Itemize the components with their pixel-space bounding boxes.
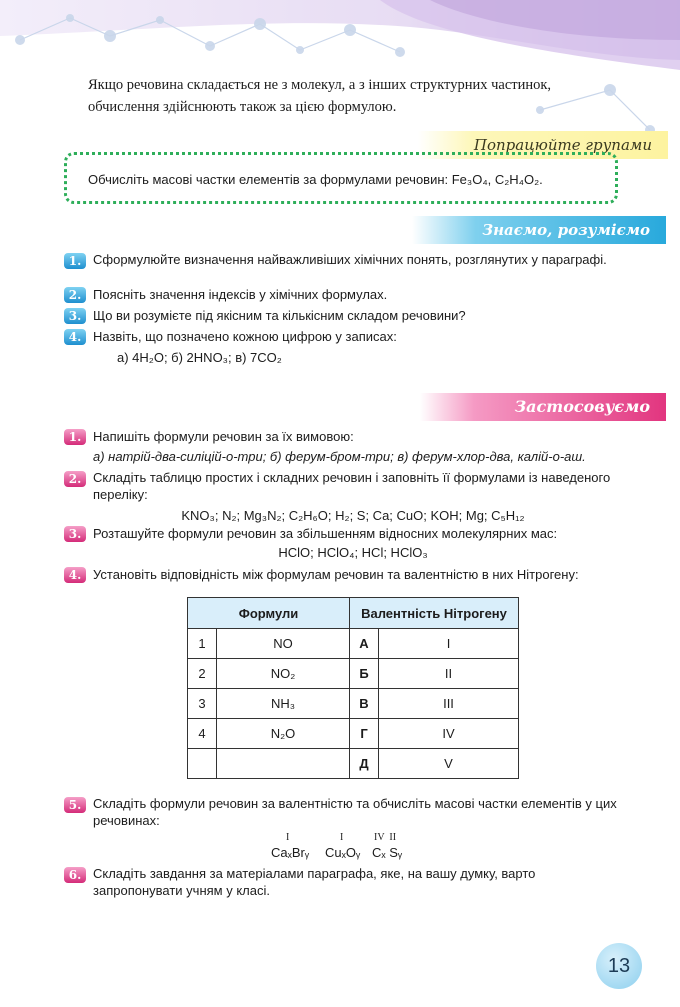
table-row bbox=[188, 719, 519, 749]
row-number bbox=[188, 749, 217, 779]
table-row bbox=[188, 629, 519, 659]
valence-label: IV II bbox=[374, 832, 397, 843]
question-number: 1. bbox=[64, 253, 86, 269]
group-work-banner: Попрацюйте групами bbox=[418, 131, 668, 159]
row-valence: I bbox=[379, 629, 519, 659]
know-q4-formulas: а) 4H₂O; б) 2HNO₃; в) 7CO₂ bbox=[117, 350, 282, 365]
row-number: 4 bbox=[188, 719, 217, 749]
valence-table bbox=[187, 597, 519, 779]
know-question: Поясніть значення індексів у хімічних формулах. bbox=[93, 287, 388, 302]
row-valence: III bbox=[379, 689, 519, 719]
row-number: 1 bbox=[188, 629, 217, 659]
task5-formula: CaₓBrᵧ bbox=[271, 845, 310, 860]
task-number: 5. bbox=[64, 797, 86, 813]
valence-label: I bbox=[286, 832, 290, 843]
task-number: 1. bbox=[64, 429, 86, 445]
intro-paragraph: Якщо речовина складається не з молекул, а з інших структурних частинок, обчислення здійснюють також за цією формулою. bbox=[88, 77, 552, 115]
apply-banner: Застосовуємо bbox=[420, 393, 666, 421]
row-letter: В bbox=[350, 689, 379, 719]
apply-task: Розташуйте формули речовин за збільшенням відносних молекулярних мас: bbox=[93, 526, 558, 541]
row-formula bbox=[217, 749, 350, 779]
header-valence: Валентність Нітрогену bbox=[350, 598, 519, 629]
task3-list: HClO; HClO₄; HCl; HClO₃ bbox=[278, 545, 428, 560]
group-task-text: Обчисліть масові частки елементів за формулами речовин: Fe₃O₄, C₂H₄O₂. bbox=[88, 172, 543, 187]
know-understand-banner: Знаємо, розуміємо bbox=[412, 216, 666, 244]
task-number: 3. bbox=[64, 526, 86, 542]
apply-task: Установіть відповідність між формулам речовин та валентністю в них Нітрогену: bbox=[93, 567, 579, 582]
know-question: Що ви розумієте під якісним та кількісним складом речовини? bbox=[93, 308, 466, 323]
header-formulas: Формули bbox=[188, 598, 350, 629]
table-row bbox=[188, 749, 519, 779]
row-letter: Г bbox=[350, 719, 379, 749]
task-number: 4. bbox=[64, 567, 86, 583]
apply-task: Складіть формули речовин за валентністю та обчисліть масові частки елементів у цих речовинах: bbox=[93, 796, 617, 828]
task1-line: а) натрій-два-силіцій-о-три; б) ферум-бром-три; в) ферум-хлор-два, калій-о-аш. bbox=[93, 449, 586, 464]
row-letter: Б bbox=[350, 659, 379, 689]
row-number: 3 bbox=[188, 689, 217, 719]
row-formula: NO₂ bbox=[217, 659, 350, 689]
row-letter: Д bbox=[350, 749, 379, 779]
page-number: 13 bbox=[596, 943, 642, 989]
task-number: 2. bbox=[64, 471, 86, 487]
question-number: 3. bbox=[64, 308, 86, 324]
know-question: Назвіть, що позначено кожною цифрою у записах: bbox=[93, 329, 397, 344]
task5-formula: Cₓ Sᵧ bbox=[372, 845, 403, 860]
row-formula: NO bbox=[217, 629, 350, 659]
row-number: 2 bbox=[188, 659, 217, 689]
table-row bbox=[188, 689, 519, 719]
question-number: 2. bbox=[64, 287, 86, 303]
row-valence: II bbox=[379, 659, 519, 689]
valence-label: I bbox=[340, 832, 344, 843]
know-question: Сформулюйте визначення найважливіших хімічних понять, розглянутих у параграфі. bbox=[93, 252, 607, 267]
row-valence: IV bbox=[379, 719, 519, 749]
task-number: 6. bbox=[64, 867, 86, 883]
apply-task: Складіть таблицю простих і складних речовин і заповніть її формулами із наведеного переліку: bbox=[93, 470, 611, 502]
row-formula: NH₃ bbox=[217, 689, 350, 719]
task2-list: KNO₃; N₂; Mg₃N₂; C₂H₆O; H₂; S; Ca; CuO; KOH; Mg; C₅H₁₂ bbox=[181, 508, 525, 523]
row-formula: N₂O bbox=[217, 719, 350, 749]
apply-task: Напишіть формули речовин за їх вимовою: bbox=[93, 429, 354, 444]
row-letter: А bbox=[350, 629, 379, 659]
task5-formula: CuₓOᵧ bbox=[325, 845, 361, 860]
question-number: 4. bbox=[64, 329, 86, 345]
row-valence: V bbox=[379, 749, 519, 779]
table-row bbox=[188, 659, 519, 689]
apply-task: Складіть завдання за матеріалами параграфа, яке, на вашу думку, варто запропонувати учням у класі. bbox=[93, 866, 536, 898]
